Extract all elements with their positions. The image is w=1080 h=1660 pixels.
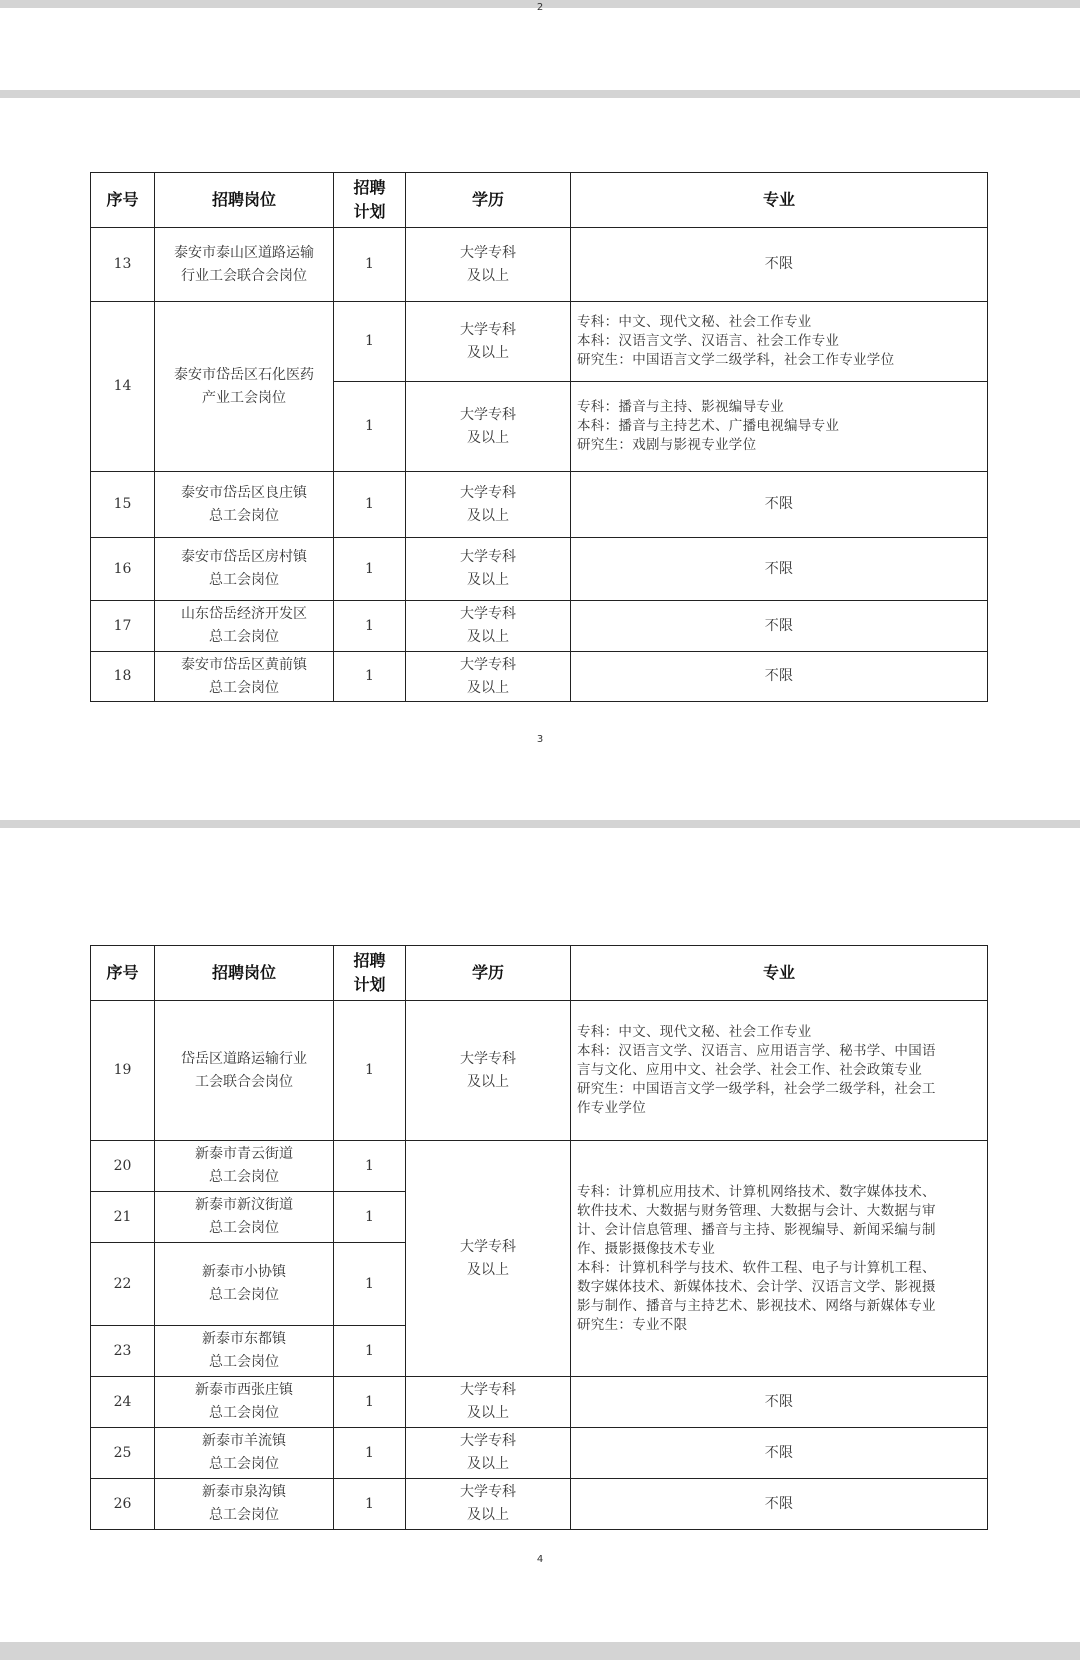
row-education: 大学专科 及以上 [406, 1377, 571, 1428]
page-3 [0, 98, 1080, 820]
row-education: 大学专科 及以上 [406, 1001, 571, 1141]
row-seq: 24 [91, 1377, 155, 1428]
table-row [91, 1479, 988, 1530]
row-plan: 1 [334, 601, 406, 652]
row-seq: 26 [91, 1479, 155, 1530]
recruitment-table-2 [90, 945, 988, 1530]
header-education: 学历 [406, 173, 571, 228]
row-plan: 1 [334, 1428, 406, 1479]
table-row [91, 652, 988, 702]
row-plan: 1 [334, 1479, 406, 1530]
row-position: 新泰市西张庄镇 总工会岗位 [155, 1377, 334, 1428]
header-major: 专业 [571, 173, 988, 228]
row-position: 泰安市岱岳区石化医药 产业工会岗位 [155, 302, 334, 472]
row-plan: 1 [334, 1001, 406, 1141]
row-major: 专科：中文、现代文秘、社会工作专业 本科：汉语言文学、汉语言、社会工作专业 研究生：中国语言文学二级学科，社会工作专业学位 [571, 302, 988, 382]
table-row [91, 228, 988, 302]
row-position: 泰安市岱岳区房村镇 总工会岗位 [155, 538, 334, 601]
row-position: 岱岳区道路运输行业 工会联合会岗位 [155, 1001, 334, 1141]
header-plan: 招聘 计划 [334, 946, 406, 1001]
table-header-row [91, 173, 988, 228]
row-position: 新泰市新汶街道 总工会岗位 [155, 1192, 334, 1243]
row-position: 新泰市小协镇 总工会岗位 [155, 1243, 334, 1326]
row-major: 专科：播音与主持、影视编导专业 本科：播音与主持艺术、广播电视编导专业 研究生：戏剧与影视专业学位 [571, 382, 988, 472]
table-header-row [91, 946, 988, 1001]
table-row [91, 472, 988, 538]
table-row [91, 1001, 988, 1141]
header-position: 招聘岗位 [155, 946, 334, 1001]
row-plan: 1 [334, 228, 406, 302]
row-education: 大学专科 及以上 [406, 1479, 571, 1530]
row-plan: 1 [334, 652, 406, 702]
page-number: 4 [536, 1554, 544, 1565]
row-seq: 14 [91, 302, 155, 472]
row-major: 不限 [571, 472, 988, 538]
row-major: 不限 [571, 601, 988, 652]
row-plan: 1 [334, 1243, 406, 1326]
row-seq: 17 [91, 601, 155, 652]
row-education: 大学专科 及以上 [406, 382, 571, 472]
header-seq: 序号 [91, 946, 155, 1001]
row-seq: 22 [91, 1243, 155, 1326]
row-major: 不限 [571, 1377, 988, 1428]
row-education: 大学专科 及以上 [406, 601, 571, 652]
row-seq: 15 [91, 472, 155, 538]
table-row [91, 538, 988, 601]
row-plan: 1 [334, 1192, 406, 1243]
row-education: 大学专科 及以上 [406, 472, 571, 538]
row-seq: 21 [91, 1192, 155, 1243]
row-major: 不限 [571, 228, 988, 302]
row-seq: 19 [91, 1001, 155, 1141]
row-major: 不限 [571, 1479, 988, 1530]
table-row [91, 1377, 988, 1428]
row-seq: 18 [91, 652, 155, 702]
row-plan: 1 [334, 382, 406, 472]
row-position: 新泰市羊流镇 总工会岗位 [155, 1428, 334, 1479]
recruitment-table-1 [90, 172, 988, 702]
header-education: 学历 [406, 946, 571, 1001]
row-seq: 13 [91, 228, 155, 302]
row-plan: 1 [334, 538, 406, 601]
row-position: 新泰市泉沟镇 总工会岗位 [155, 1479, 334, 1530]
page-number: 3 [536, 734, 544, 745]
page-4 [0, 828, 1080, 1642]
row-major: 专科：中文、现代文秘、社会工作专业 本科：汉语言文学、汉语言、应用语言学、秘书学、中国语 言与文化、应用中文、社会学、社会工作、社会政策专业 研究生：中国语言文学一级学科，社会学二级学科，社会工 作专业学位 [571, 1001, 988, 1141]
table-row [91, 1428, 988, 1479]
row-position: 泰安市泰山区道路运输 行业工会联合会岗位 [155, 228, 334, 302]
row-seq: 20 [91, 1141, 155, 1192]
row-education: 大学专科 及以上 [406, 538, 571, 601]
row-plan: 1 [334, 302, 406, 382]
row-education: 大学专科 及以上 [406, 228, 571, 302]
header-major: 专业 [571, 946, 988, 1001]
row-plan: 1 [334, 472, 406, 538]
row-major: 不限 [571, 1428, 988, 1479]
row-major: 专科：计算机应用技术、计算机网络技术、数字媒体技术、 软件技术、大数据与财务管理、大数据与会计、大数据与审 计、会计信息管理、播音与主持、影视编导、新闻采编与制 作、摄影摄像技术专业 本科：计算机科学与技术、软件工程、电子与计算机工程、 数字媒体技术、新媒体技术、会计学、汉语言文学、影视摄 影与制作、播音与主持艺术、影视技术、网络与新媒体专业 研究生：专业不限 [571, 1141, 988, 1377]
row-education: 大学专科 及以上 [406, 1141, 571, 1377]
row-major: 不限 [571, 538, 988, 601]
table-row [91, 302, 988, 382]
row-position: 山东岱岳经济开发区 总工会岗位 [155, 601, 334, 652]
table-row [91, 601, 988, 652]
row-education: 大学专科 及以上 [406, 302, 571, 382]
row-education: 大学专科 及以上 [406, 1428, 571, 1479]
row-major: 不限 [571, 652, 988, 702]
header-seq: 序号 [91, 173, 155, 228]
header-position: 招聘岗位 [155, 173, 334, 228]
row-plan: 1 [334, 1377, 406, 1428]
row-plan: 1 [334, 1326, 406, 1377]
table-row [91, 1141, 988, 1192]
row-seq: 16 [91, 538, 155, 601]
row-seq: 25 [91, 1428, 155, 1479]
page-number: 2 [536, 2, 544, 13]
page-2-bottom [0, 2, 1080, 90]
row-plan: 1 [334, 1141, 406, 1192]
header-plan: 招聘 计划 [334, 173, 406, 228]
row-position: 泰安市岱岳区良庄镇 总工会岗位 [155, 472, 334, 538]
row-position: 新泰市青云街道 总工会岗位 [155, 1141, 334, 1192]
row-education: 大学专科 及以上 [406, 652, 571, 702]
row-position: 新泰市东都镇 总工会岗位 [155, 1326, 334, 1377]
row-position: 泰安市岱岳区黄前镇 总工会岗位 [155, 652, 334, 702]
row-seq: 23 [91, 1326, 155, 1377]
